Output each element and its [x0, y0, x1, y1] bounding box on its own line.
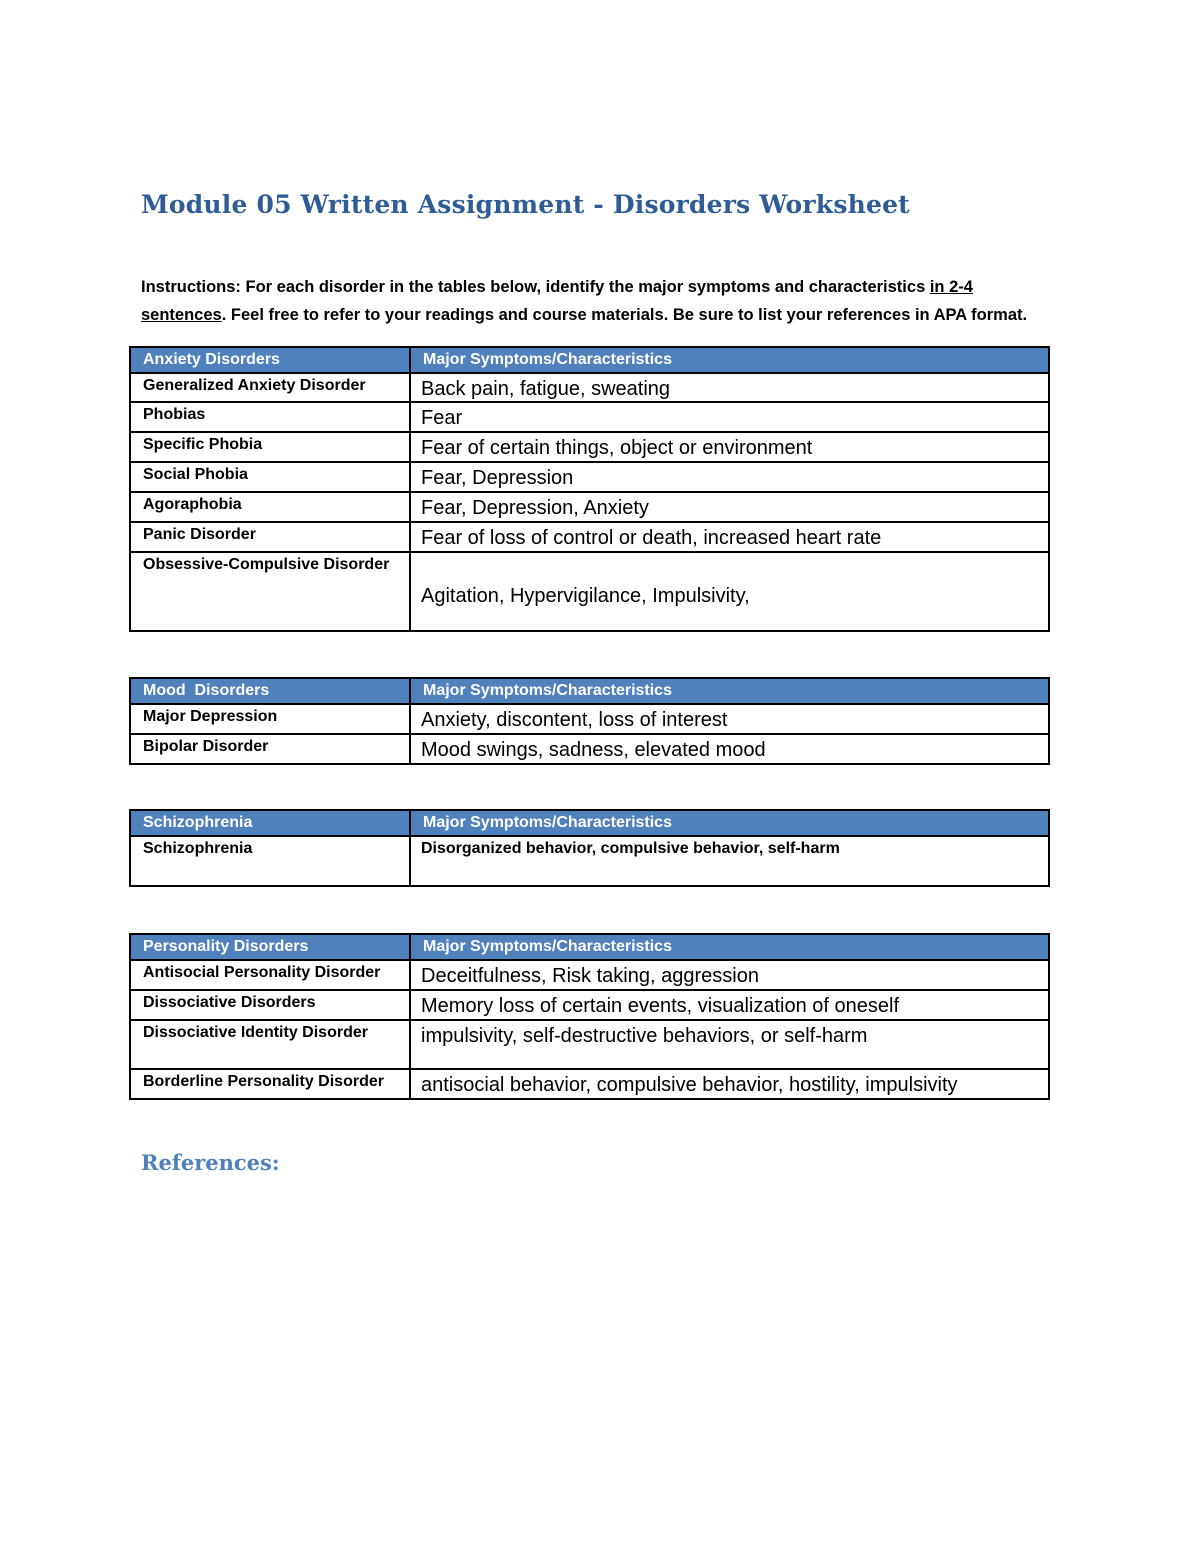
table-header-row	[130, 810, 1049, 836]
table-row	[130, 492, 1049, 522]
disorder-name: Obsessive-Compulsive Disorder	[130, 552, 410, 631]
table-row	[130, 552, 1049, 631]
column-header-disorder: Mood Disorders	[130, 678, 410, 704]
mood-disorders-table	[129, 677, 1050, 765]
anxiety-disorders-table	[129, 346, 1050, 632]
instructions-text: Instructions: For each disorder in the tables below, identify the major symptoms and characteristics	[141, 278, 930, 296]
column-header-disorder: Anxiety Disorders	[130, 347, 410, 373]
table-row	[130, 734, 1049, 764]
disorder-name: Specific Phobia	[130, 432, 410, 462]
instructions-text-end: . Feel free to refer to your readings and course materials. Be sure to list your references in APA format.	[221, 306, 1028, 324]
disorder-symptoms[interactable]: Deceitfulness, Risk taking, aggression	[410, 960, 1049, 990]
column-header-disorder: Schizophrenia	[130, 810, 410, 836]
instructions-underlined: in 2-4 sentences	[141, 278, 973, 324]
disorder-name: Major Depression	[130, 704, 410, 734]
disorder-symptoms[interactable]: Fear	[410, 402, 1049, 432]
table-row	[130, 990, 1049, 1020]
table-header-row	[130, 934, 1049, 960]
disorder-name: Schizophrenia	[130, 836, 410, 886]
disorder-name: Generalized Anxiety Disorder	[130, 373, 410, 402]
disorder-symptoms[interactable]: Fear, Depression, Anxiety	[410, 492, 1049, 522]
table-row	[130, 704, 1049, 734]
column-header-symptoms: Major Symptoms/Characteristics	[410, 934, 1049, 960]
disorder-symptoms[interactable]: Fear of certain things, object or environment	[410, 432, 1049, 462]
table-row	[130, 836, 1049, 886]
disorder-name: Borderline Personality Disorder	[130, 1069, 410, 1099]
instructions	[141, 273, 1041, 329]
disorder-symptoms[interactable]: Fear, Depression	[410, 462, 1049, 492]
disorder-symptoms[interactable]: Fear of loss of control or death, increased heart rate	[410, 522, 1049, 552]
page-title: Module 05 Written Assignment - Disorders Worksheet	[141, 190, 910, 219]
table-row	[130, 1069, 1049, 1099]
disorder-name: Panic Disorder	[130, 522, 410, 552]
personality-disorders-table	[129, 933, 1050, 1100]
disorder-symptoms[interactable]: Agitation, Hypervigilance, Impulsivity,	[410, 552, 1049, 631]
table-row	[130, 432, 1049, 462]
disorder-name: Phobias	[130, 402, 410, 432]
column-header-symptoms: Major Symptoms/Characteristics	[410, 678, 1049, 704]
disorder-symptoms[interactable]: Back pain, fatigue, sweating	[410, 373, 1049, 402]
column-header-symptoms: Major Symptoms/Characteristics	[410, 347, 1049, 373]
disorder-symptoms[interactable]: impulsivity, self-destructive behaviors, or self-harm	[410, 1020, 1049, 1069]
references-heading: References:	[141, 1150, 280, 1175]
disorder-symptoms[interactable]: Anxiety, discontent, loss of interest	[410, 704, 1049, 734]
table-row	[130, 522, 1049, 552]
table-row	[130, 462, 1049, 492]
disorder-name: Dissociative Disorders	[130, 990, 410, 1020]
table-row	[130, 373, 1049, 402]
disorder-name: Antisocial Personality Disorder	[130, 960, 410, 990]
table-header-row	[130, 347, 1049, 373]
column-header-disorder: Personality Disorders	[130, 934, 410, 960]
disorder-name: Dissociative Identity Disorder	[130, 1020, 410, 1069]
disorder-symptoms[interactable]: antisocial behavior, compulsive behavior, hostility, impulsivity	[410, 1069, 1049, 1099]
table-row	[130, 402, 1049, 432]
disorder-symptoms[interactable]: Disorganized behavior, compulsive behavior, self-harm	[410, 836, 1049, 886]
table-header-row	[130, 678, 1049, 704]
table-row	[130, 960, 1049, 990]
table-row	[130, 1020, 1049, 1069]
column-header-symptoms: Major Symptoms/Characteristics	[410, 810, 1049, 836]
disorder-symptoms[interactable]: Memory loss of certain events, visualization of oneself	[410, 990, 1049, 1020]
disorder-name: Agoraphobia	[130, 492, 410, 522]
disorder-name: Bipolar Disorder	[130, 734, 410, 764]
disorder-symptoms[interactable]: Mood swings, sadness, elevated mood	[410, 734, 1049, 764]
disorder-name: Social Phobia	[130, 462, 410, 492]
schizophrenia-table	[129, 809, 1050, 887]
